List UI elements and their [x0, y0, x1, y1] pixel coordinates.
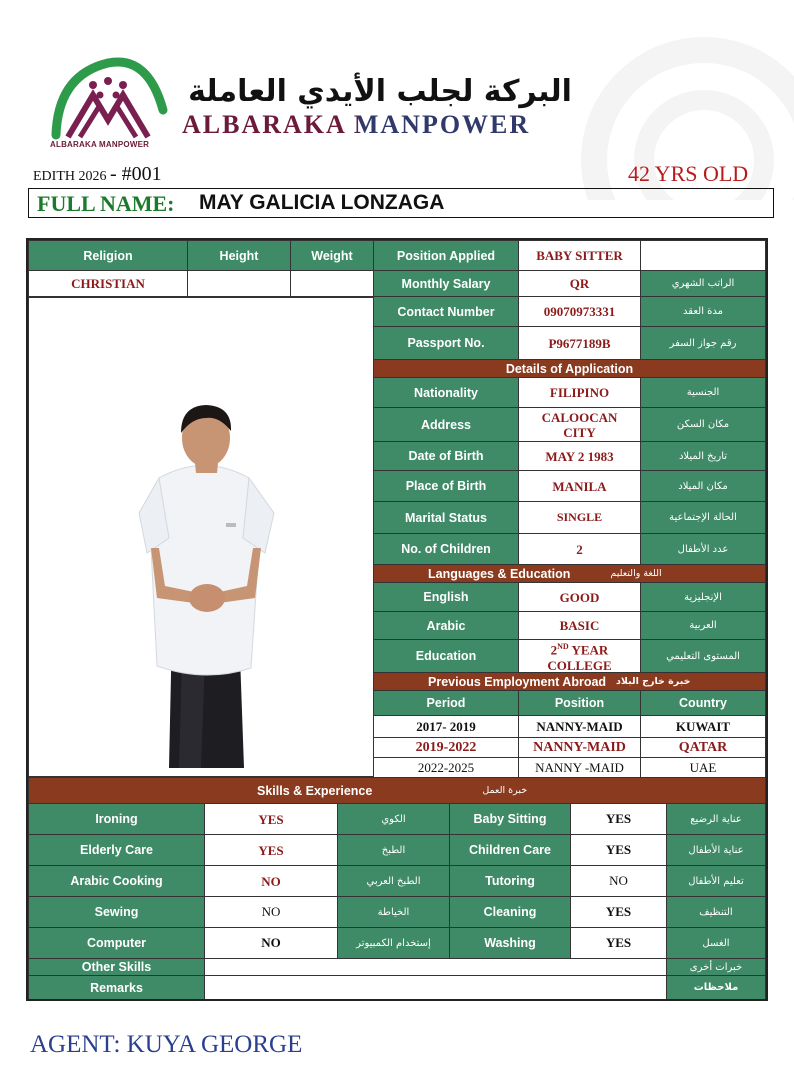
- cleaning-label-ar: التنظيف: [666, 896, 766, 928]
- full-name-box: [28, 188, 774, 218]
- religion-value: CHRISTIAN: [28, 270, 188, 297]
- height-header: Height: [187, 240, 291, 271]
- employment-title: Previous Employment Abroad: [428, 674, 607, 689]
- remarks-label-ar: ملاحظات: [666, 975, 766, 1000]
- babysitting-label-ar: عناية الرضيع: [666, 803, 766, 835]
- washing-value: YES: [570, 927, 667, 959]
- employment-row-1-position: NANNY-MAID: [518, 715, 641, 738]
- sewing-label-ar: الخياطة: [337, 896, 450, 928]
- salary-label: Monthly Salary: [373, 270, 519, 297]
- employment-row-3-country: UAE: [640, 757, 766, 778]
- employment-row-1-period: 2017- 2019: [373, 715, 519, 738]
- marital-label: Marital Status: [373, 501, 519, 534]
- company-logo: [48, 55, 168, 150]
- applicant-photo: [28, 297, 374, 777]
- education-label-ar: المستوى التعليمي: [640, 639, 766, 673]
- cleaning-label: Cleaning: [449, 896, 571, 928]
- sewing-label: Sewing: [28, 896, 205, 928]
- washing-label-ar: الغسل: [666, 927, 766, 959]
- pob-label: Place of Birth: [373, 470, 519, 502]
- elderly-care-value: YES: [204, 834, 338, 866]
- contact-label-ar: مدة العقد: [640, 296, 766, 327]
- arabic-cooking-label-ar: الطبخ العربي: [337, 865, 450, 897]
- dob-value: MAY 2 1983: [518, 441, 641, 471]
- address-value: CALOOCAN CITY: [518, 407, 641, 442]
- address-label: Address: [373, 407, 519, 442]
- employment-row-1-country: KUWAIT: [640, 715, 766, 738]
- english-label: English: [373, 582, 519, 612]
- employment-row-3-position: NANNY -MAID: [518, 757, 641, 778]
- pob-value: MANILA: [518, 470, 641, 502]
- tutoring-value: NO: [570, 865, 667, 897]
- babysitting-label: Baby Sitting: [449, 803, 571, 835]
- logo-caption: ALBARAKA MANPOWER: [50, 140, 150, 149]
- arabic-value: BASIC: [518, 611, 641, 640]
- contact-value: 09070973331: [518, 296, 641, 327]
- contact-label: Contact Number: [373, 296, 519, 327]
- age-label: 42 YRS OLD: [628, 161, 749, 186]
- employment-row-2-country: QATAR: [640, 737, 766, 758]
- other-skills-label: Other Skills: [28, 958, 205, 976]
- agent-name: AGENT: KUYA GEORGE: [30, 1031, 303, 1058]
- employment-section-header: [373, 672, 766, 691]
- education-line1: 2ND YEAR: [550, 642, 609, 658]
- full-name-label: FULL NAME:: [37, 191, 175, 216]
- computer-label-ar: إستخدام الكمبيوتر: [337, 927, 450, 959]
- passport-value: P9677189B: [518, 326, 641, 360]
- other-skills-label-ar: خبرات أخرى: [666, 958, 766, 976]
- salary-value: QR: [518, 270, 641, 297]
- person-figure: [29, 298, 375, 778]
- dob-label-ar: تاريخ الميلاد: [640, 441, 766, 471]
- other-skills-value: [204, 958, 667, 976]
- arabic-cooking-value: NO: [204, 865, 338, 897]
- languages-title-ar: اللغة والتعليم: [610, 568, 662, 579]
- pob-label-ar: مكان الميلاد: [640, 470, 766, 502]
- weight-header: Weight: [290, 240, 374, 271]
- passport-label: Passport No.: [373, 326, 519, 360]
- skills-title-ar: خبرة العمل: [482, 785, 528, 796]
- position-header: Position: [518, 690, 641, 716]
- children-label: No. of Children: [373, 533, 519, 565]
- period-header: Period: [373, 690, 519, 716]
- brand-arabic-name: البركة لجلب الأيدي العاملة: [188, 74, 572, 109]
- brand-english-text: ALBARAKA MANPOWER: [182, 110, 531, 139]
- computer-value: NO: [204, 927, 338, 959]
- education-value: [518, 639, 641, 673]
- arabic-label: Arabic: [373, 611, 519, 640]
- arabic-label-ar: العربية: [640, 611, 766, 640]
- country-header: Country: [640, 690, 766, 716]
- passport-label-ar: رقم جواز السفر: [640, 326, 766, 360]
- elderly-care-label-ar: الطبخ: [337, 834, 450, 866]
- employment-title-ar: خبرة خارج البلاد: [616, 676, 691, 687]
- english-value: GOOD: [518, 582, 641, 612]
- babysitting-value: YES: [570, 803, 667, 835]
- children-value: 2: [518, 533, 641, 565]
- details-section-header: Details of Application: [373, 359, 766, 378]
- remarks-value: [204, 975, 667, 1000]
- skills-section-header: [28, 777, 766, 804]
- nationality-label: Nationality: [373, 377, 519, 408]
- washing-label: Washing: [449, 927, 571, 959]
- marital-label-ar: الحالة الإجتماعية: [640, 501, 766, 534]
- position-applied-value: BABY SITTER: [518, 240, 641, 271]
- computer-label: Computer: [28, 927, 205, 959]
- cleaning-value: YES: [570, 896, 667, 928]
- marital-value: SINGLE: [518, 501, 641, 534]
- languages-section-header: [373, 564, 766, 583]
- reference-line: [33, 163, 162, 186]
- ref-name: EDITH 2026: [33, 169, 107, 184]
- remarks-label: Remarks: [28, 975, 205, 1000]
- elderly-care-label: Elderly Care: [28, 834, 205, 866]
- skills-title: Skills & Experience: [257, 783, 373, 798]
- ironing-label: Ironing: [28, 803, 205, 835]
- religion-header: Religion: [28, 240, 188, 271]
- tutoring-label: Tutoring: [449, 865, 571, 897]
- salary-label-ar: الراتب الشهري: [640, 270, 766, 297]
- full-name-value: MAY GALICIA LONZAGA: [199, 191, 445, 214]
- english-label-ar: الإنجليزية: [640, 582, 766, 612]
- children-care-label-ar: عناية الأطفال: [666, 834, 766, 866]
- children-label-ar: عدد الأطفال: [640, 533, 766, 565]
- education-line2: COLLEGE: [547, 657, 612, 673]
- position-applied-extra: [640, 240, 766, 271]
- arabic-cooking-label: Arabic Cooking: [28, 865, 205, 897]
- tutoring-label-ar: تعليم الأطفال: [666, 865, 766, 897]
- employment-row-3-period: 2022-2025: [373, 757, 519, 778]
- languages-title: Languages & Education: [428, 566, 571, 581]
- ironing-label-ar: الكوي: [337, 803, 450, 835]
- ironing-value: YES: [204, 803, 338, 835]
- employment-row-2-period: 2019-2022: [373, 737, 519, 758]
- address-label-ar: مكان السكن: [640, 407, 766, 442]
- nationality-label-ar: الجنسية: [640, 377, 766, 408]
- employment-row-2-position: NANNY-MAID: [518, 737, 641, 758]
- position-applied-label: Position Applied: [373, 240, 519, 271]
- education-label: Education: [373, 639, 519, 673]
- weight-value: [290, 270, 374, 297]
- children-care-value: YES: [570, 834, 667, 866]
- brand-english-name: [182, 110, 530, 140]
- children-care-label: Children Care: [449, 834, 571, 866]
- ref-number: - #001: [110, 163, 162, 185]
- height-value: [187, 270, 291, 297]
- nationality-value: FILIPINO: [518, 377, 641, 408]
- dob-label: Date of Birth: [373, 441, 519, 471]
- sewing-value: NO: [204, 896, 338, 928]
